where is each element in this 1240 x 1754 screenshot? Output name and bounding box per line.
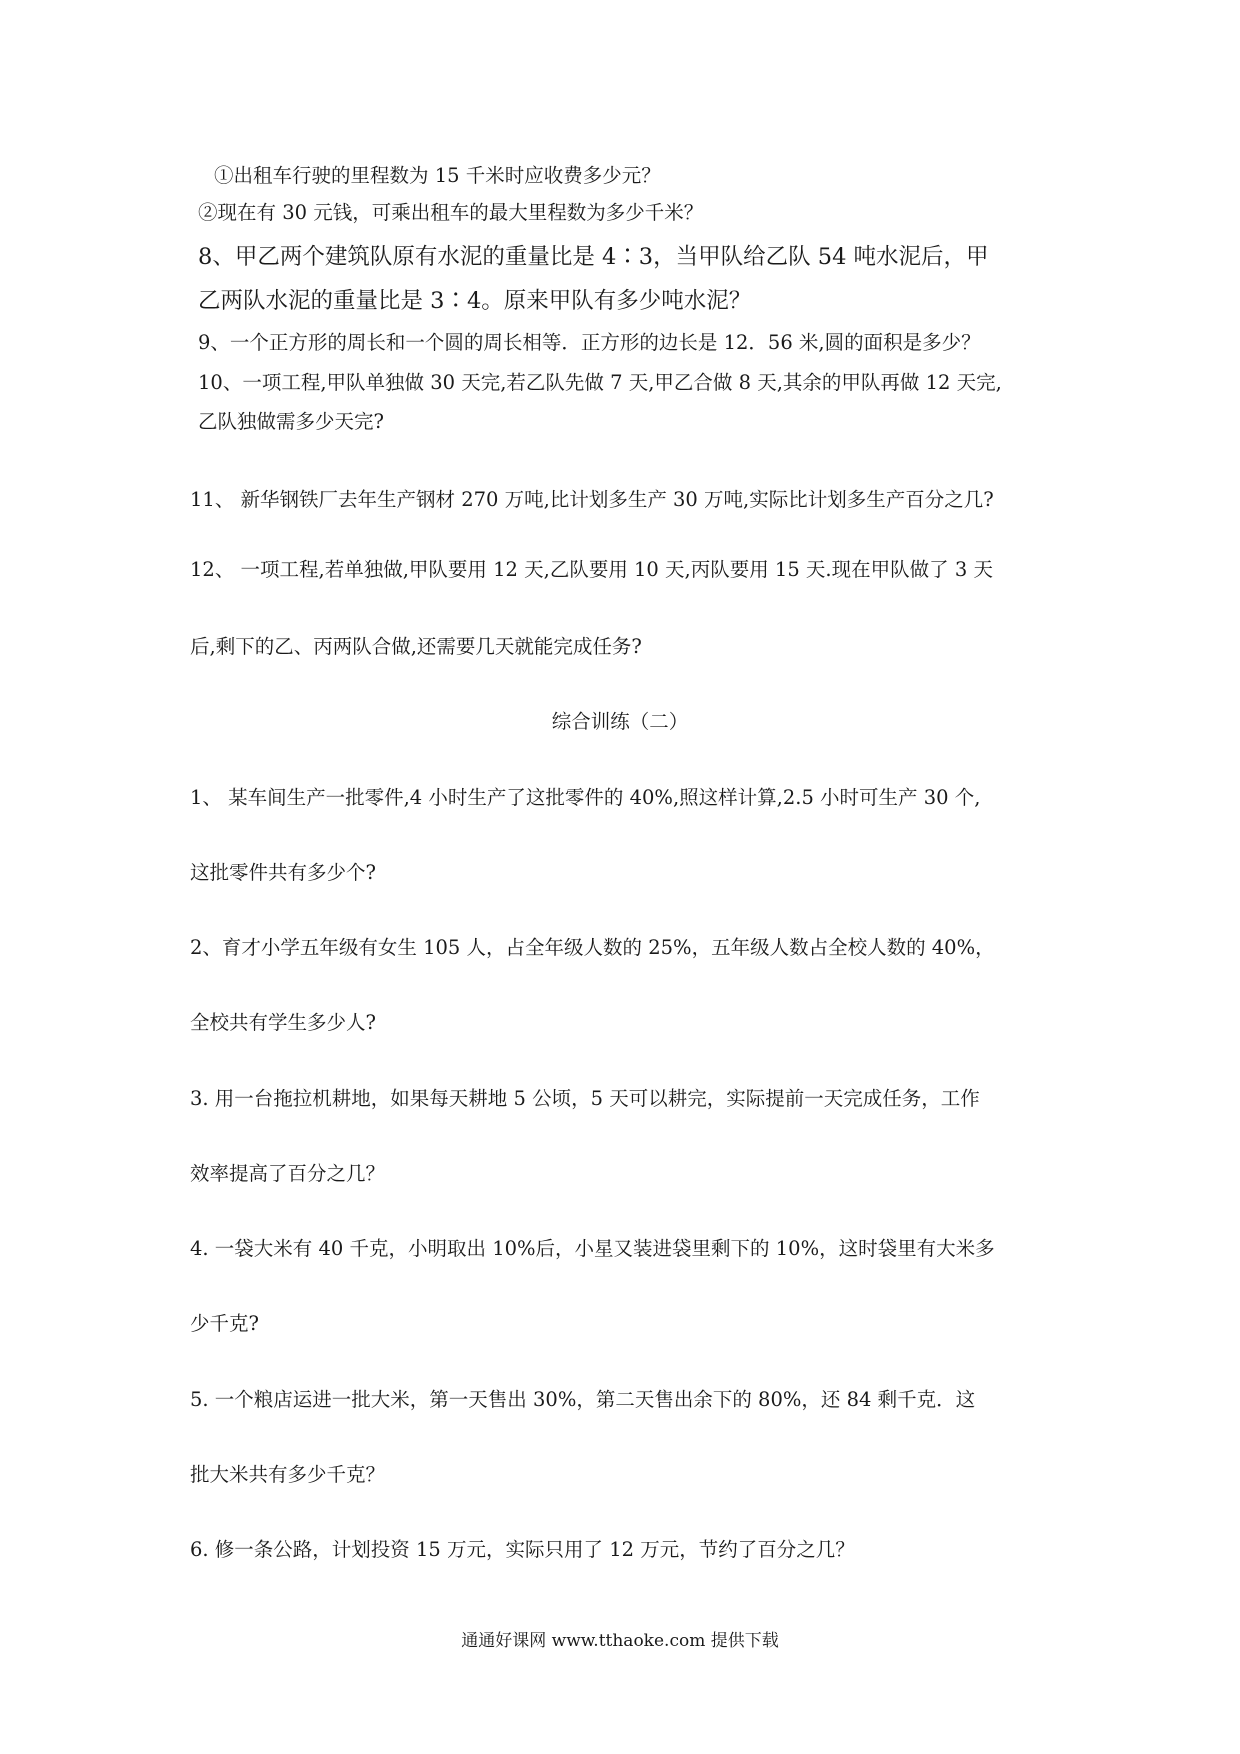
question-11: 11、 新华钢铁厂去年生产钢材 270 万吨,比计划多生产 30 万吨,实际比计划多生产百分之几? (190, 488, 994, 511)
section-2-question-2-line-2: 全校共有学生多少人? (190, 1011, 376, 1034)
section-2-question-3-line-1: 3. 用一台拖拉机耕地，如果每天耕地 5 公顷，5 天可以耕完，实际提前一天完成任务，工作 (190, 1087, 980, 1110)
section-2-question-5-line-2: 批大米共有多少千克？ (190, 1463, 386, 1486)
section-2-question-6: 6. 修一条公路，计划投资 15 万元，实际只用了 12 万元，节约了百分之几？ (190, 1538, 855, 1561)
section-2-question-1-line-2: 这批零件共有多少个? (190, 861, 376, 884)
section-2-question-4-line-1: 4. 一袋大米有 40 千克，小明取出 10%后，小星又装进袋里剩下的 10%，这时袋里有大米多 (190, 1237, 995, 1260)
section-2-question-4-line-2: 少千克? (190, 1312, 259, 1335)
question-7-part-1: ①出租车行驶的里程数为 15 千米时应收费多少元？ (214, 164, 661, 187)
page-footer: 通通好课网 www.tthaoke.com 提供下载 (461, 1631, 779, 1651)
question-8-line-2: 乙两队水泥的重量比是 3∶4。原来甲队有多少吨水泥？ (198, 288, 752, 314)
section-2-question-2-line-1: 2、育才小学五年级有女生 105 人，占全年级人数的 25%，五年级人数占全校人数的 40%， (190, 936, 995, 959)
question-8-line-1: 8、甲乙两个建筑队原有水泥的重量比是 4∶3，当甲队给乙队 54 吨水泥后，甲 (198, 244, 989, 270)
question-7-part-2: ②现在有 30 元钱，可乘出租车的最大里程数为多少千米？ (198, 201, 704, 224)
question-10-line-2: 乙队独做需多少天完? (198, 410, 384, 433)
question-10-line-1: 10、一项工程,甲队单独做 30 天完,若乙队先做 7 天,甲乙合做 8 天,其余的甲队再做 12 天完, (198, 371, 1002, 394)
section-2-question-3-line-2: 效率提高了百分之几？ (190, 1162, 386, 1185)
question-12-line-2: 后,剩下的乙、丙两队合做,还需要几天就能完成任务? (190, 635, 642, 658)
section-2-question-1-line-1: 1、 某车间生产一批零件,4 小时生产了这批零件的 40%,照这样计算,2.5 小时可生产 30 个, (190, 786, 981, 809)
question-9: 9、一个正方形的周长和一个圆的周长相等．正方形的边长是 12．56 米,圆的面积是多少？ (198, 331, 981, 354)
question-12-line-1: 12、 一项工程,若单独做,甲队要用 12 天,乙队要用 10 天,丙队要用 15 天.现在甲队做了 3 天 (190, 558, 993, 581)
section-title: 综合训练（二） (551, 710, 689, 733)
section-2-question-5-line-1: 5. 一个粮店运进一批大米，第一天售出 30%，第二天售出余下的 80%，还 84 剩千克．这 (190, 1388, 976, 1411)
